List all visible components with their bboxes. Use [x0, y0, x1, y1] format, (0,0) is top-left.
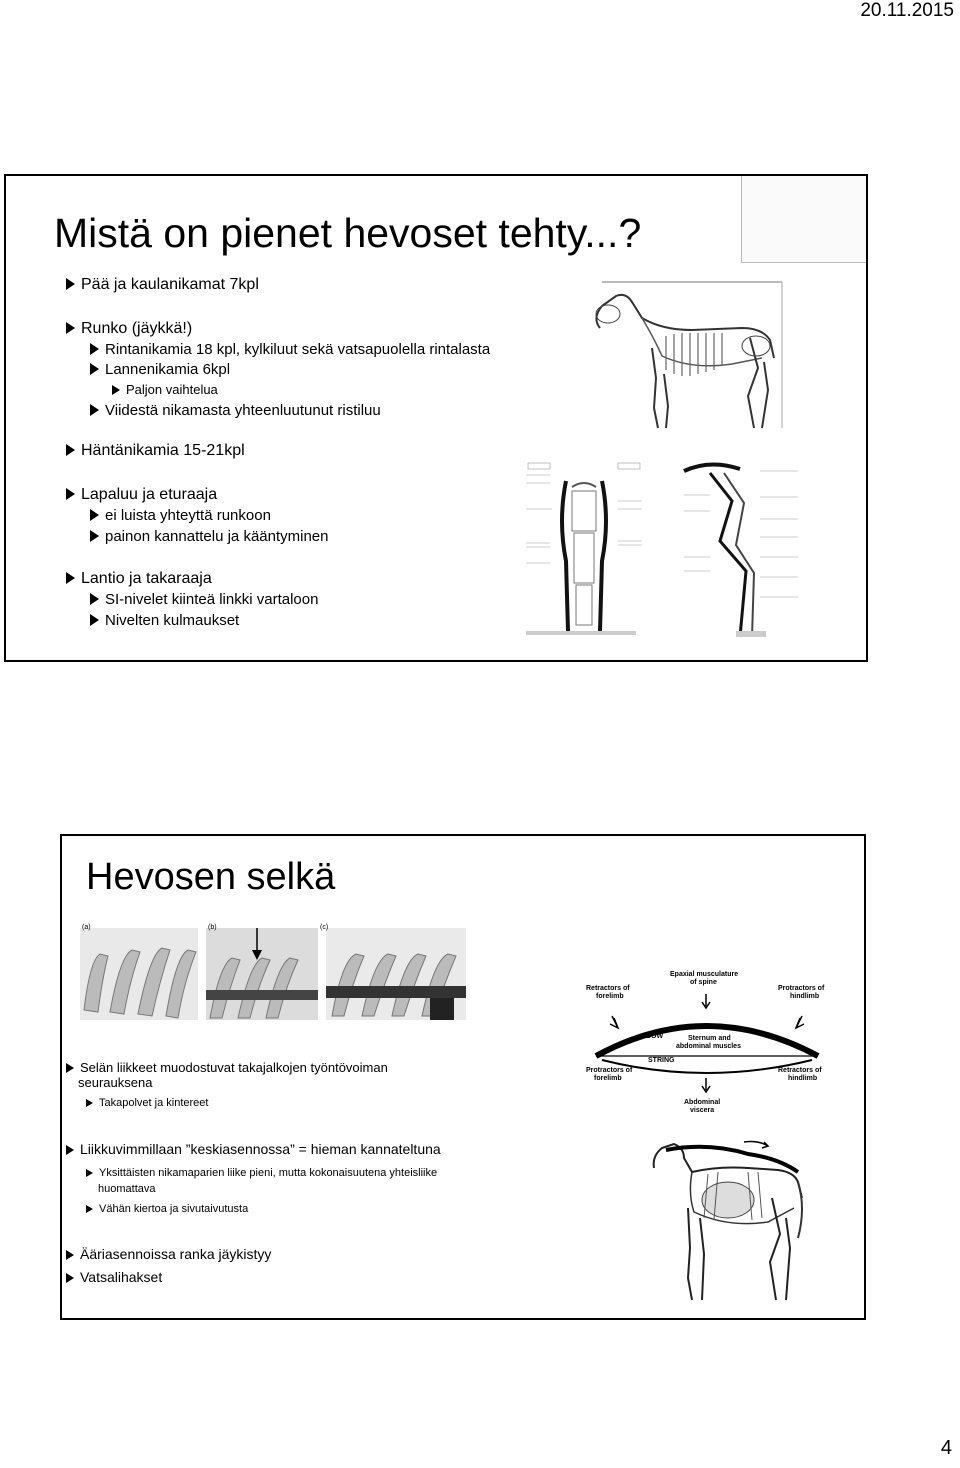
photo-label-b: (b) [208, 924, 217, 931]
svg-text:viscera: viscera [690, 1107, 715, 1114]
forelimb-stay-apparatus-figure [522, 461, 646, 645]
bullet-arrow-icon [90, 530, 99, 542]
bullet-arrow-icon [86, 1099, 93, 1107]
svg-text:abdominal muscles: abdominal muscles [676, 1043, 741, 1050]
bullet-arrow-icon [112, 385, 120, 395]
bullet-continuation: seurauksena [78, 1075, 153, 1090]
bullet-item: Vähän kiertoa ja sivutaivutusta [86, 1203, 248, 1215]
bullet-arrow-icon [66, 322, 75, 334]
bullet-item: Paljon vaihtelua [112, 382, 218, 397]
bullet-item: painon kannattelu ja kääntyminen [90, 528, 329, 545]
bullet-arrow-icon [66, 572, 75, 584]
svg-text:Protractors of: Protractors of [586, 1067, 633, 1074]
slide-corner-panel [741, 176, 866, 263]
hindlimb-stay-apparatus-figure [680, 461, 802, 645]
bullet-arrow-icon [90, 363, 99, 375]
bullet-item: Pää ja kaulanikamat 7kpl [66, 276, 259, 294]
bullet-item: Yksittäisten nikamaparien liike pieni, mutta kokonaisuutena yhteisliike [86, 1167, 437, 1179]
svg-text:BOW: BOW [646, 1033, 664, 1040]
bullet-arrow-icon [66, 488, 75, 500]
bullet-arrow-icon [90, 343, 99, 355]
svg-text:Retractors of: Retractors of [778, 1067, 822, 1074]
bullet-item: Runko (jäykkä!) [66, 320, 192, 338]
bullet-arrow-icon [86, 1169, 93, 1177]
svg-text:forelimb: forelimb [594, 1075, 622, 1082]
bullet-item: Häntänikamia 15-21kpl [66, 442, 245, 460]
horse-skeleton-figure [582, 278, 800, 438]
bullet-arrow-icon [86, 1205, 93, 1213]
svg-text:hindlimb: hindlimb [788, 1075, 818, 1082]
bullet-item: Takapolvet ja kintereet [86, 1097, 208, 1109]
svg-text:hindlimb: hindlimb [790, 993, 820, 1000]
bullet-item: ei luista yhteyttä runkoon [90, 507, 271, 524]
bullet-arrow-icon [90, 614, 99, 626]
bullet-arrow-icon [90, 404, 99, 416]
bullet-arrow-icon [66, 1250, 74, 1260]
bullet-item: Nivelten kulmaukset [90, 612, 239, 629]
bullet-arrow-icon [90, 509, 99, 521]
spine-photos-figure [80, 920, 466, 1020]
slide-1-title: Mistä on pienet hevoset tehty...? [54, 210, 642, 256]
bullet-item: Selän liikkeet muodostuvat takajalkojen työntövoiman [66, 1060, 388, 1075]
slide-2-title: Hevosen selkä [86, 856, 336, 898]
svg-text:Abdominal: Abdominal [684, 1099, 721, 1106]
bullet-item: SI-nivelet kiinteä linkki vartaloon [90, 591, 318, 608]
bullet-arrow-icon [66, 444, 75, 456]
bullet-item: Lantio ja takaraaja [66, 570, 212, 588]
bullet-arrow-icon [66, 1273, 74, 1283]
page-date: 20.11.2015 [860, 0, 954, 21]
bullet-item: Lapaluu ja eturaaja [66, 486, 217, 504]
bullet-item: Rintanikamia 18 kpl, kylkiluut sekä vatsapuolella rintalasta [90, 341, 490, 358]
bullet-arrow-icon [66, 1063, 74, 1073]
bullet-item: Viidestä nikamasta yhteenluutunut ristiluu [90, 402, 381, 419]
svg-text:STRING: STRING [648, 1057, 675, 1064]
svg-text:Epaxial musculature: Epaxial musculature [670, 971, 739, 978]
svg-text:Sternum and: Sternum and [688, 1035, 731, 1042]
photo-label-a: (a) [82, 924, 91, 931]
page-number: 4 [940, 1437, 952, 1459]
bullet-item: Liikkuvimmillaan ”keskiasennossa” = hieman kannateltuna [66, 1141, 441, 1157]
svg-text:forelimb: forelimb [596, 993, 624, 1000]
bullet-arrow-icon [90, 593, 99, 605]
photo-label-c: (c) [320, 924, 329, 931]
bullet-item: Vatsalihakset [66, 1269, 162, 1285]
bow-string-diagram [582, 966, 832, 1118]
svg-text:Retractors of: Retractors of [586, 985, 630, 992]
bullet-continuation: huomattava [98, 1183, 156, 1195]
svg-text:of spine: of spine [690, 979, 717, 986]
horse-musculature-figure [648, 1138, 806, 1304]
svg-text:Protractors of: Protractors of [778, 985, 825, 992]
bullet-item: Ääriasennoissa ranka jäykistyy [66, 1246, 271, 1262]
bullet-arrow-icon [66, 1145, 74, 1155]
bullet-item: Lannenikamia 6kpl [90, 361, 230, 378]
bullet-arrow-icon [66, 278, 75, 290]
